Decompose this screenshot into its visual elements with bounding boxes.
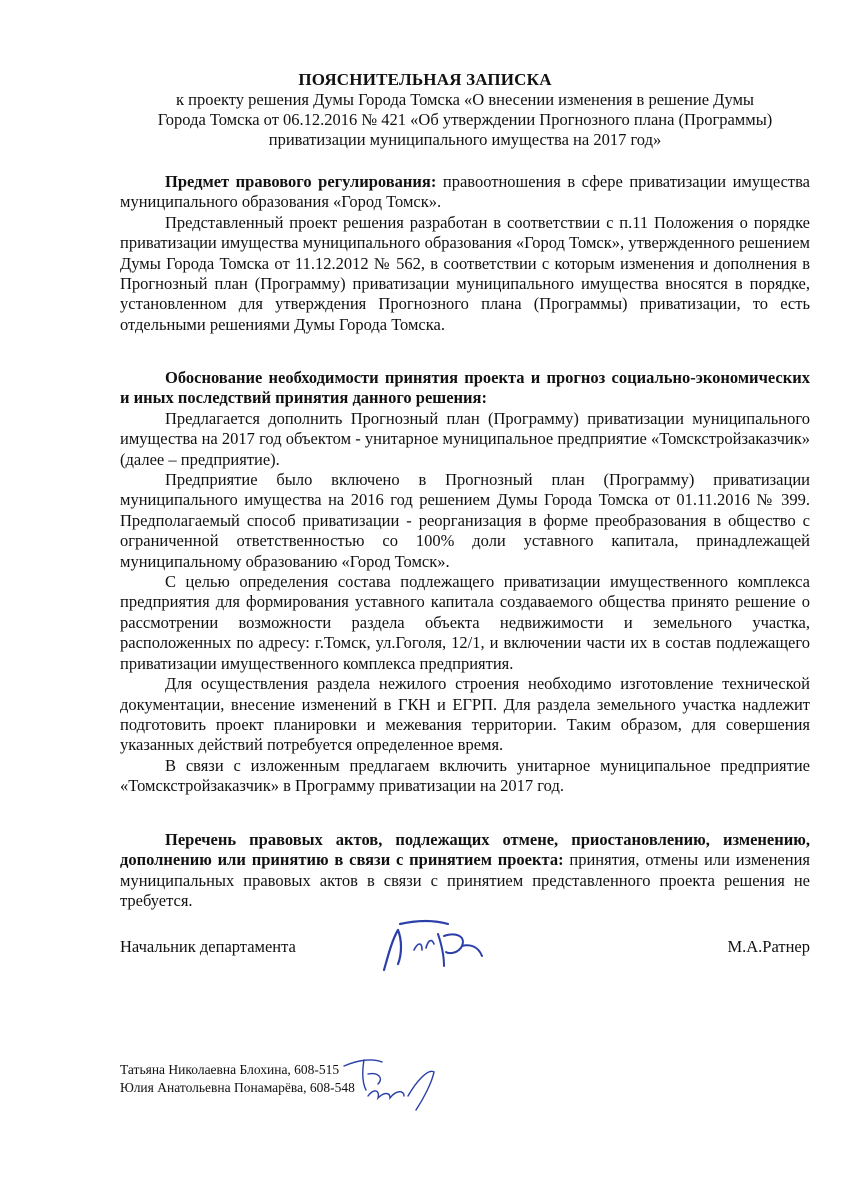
paragraph: Представленный проект решения разработан в соответствии с п.11 Положения о порядке приватизации имущества муниципального образования «Город Томск», утвержденного решением Думы Города Томска от 11.12.2012 № 562, в соответствии с которым изменения и дополнения в Прогнозный план (Программу) приватизации муниципального имущества вносятся в порядке, установленном для утверждения Прогнозного плана (Программы) приватизации, то есть отдельными решениями Думы Города Томска. (120, 212, 810, 334)
contact-line: Татьяна Николаевна Блохина, 608-515 (120, 1062, 340, 1077)
section-heading: Обоснование необходимости принятия проекта и прогноз социально-экономических и иных последствий принятия данного решения: (120, 368, 810, 408)
paragraph: С целью определения состава подлежащего приватизации имущественного комплекса предприятия для формирования уставного капитала создаваемого общества принято решение о рассмотрении возможности раздела объекта недвижимости и земельного участка, расположенных по адресу: г.Томск, ул.Гоголя, 12/1, и включении части их в состав подлежащего приватизации имущественного комплекса предприятия. (120, 572, 810, 673)
subtitle-line: к проекту решения Думы Города Томска «О внесении изменения в решение Думы (176, 90, 754, 109)
section-subject (120, 172, 810, 335)
paragraph: Для осуществления раздела нежилого строения необходимо изготовление технической документации, внесение изменений в ГКН и ЕГРП. Для раздела земельного участка надлежит подготовить проект планировки и межевания территории. Таким образом, для совершения указанных действий потребуется определенное время. (120, 674, 810, 755)
document-subtitle (120, 90, 810, 150)
section-heading-text: правоотношения в сфере приватизации имущества муниципального образования «Город Томск». (120, 172, 810, 212)
section-heading-text: принятия, отмены или изменения муниципальных правовых актов в связи с принятием представленного проекта решения не требуется. (120, 850, 811, 911)
approval-initials (338, 1052, 448, 1112)
signer-position: Начальник департамента (120, 937, 296, 956)
section-justification (120, 368, 810, 797)
signer-name: М.А.Ратнер (727, 937, 810, 956)
contact-line: Юлия Анатольевна Понамарёва, 608-548 (120, 1080, 355, 1095)
section-legal-acts (120, 830, 810, 912)
paragraph: В связи с изложенным предлагаем включить унитарное муниципальное предприятие «Томскстройзаказчик» в Программу приватизации на 2017 год. (120, 755, 810, 796)
paragraph: Предприятие было включено в Прогнозный план (Программу) приватизации муниципального имущества на 2016 год решением Думы Города Томска от 01.11.2016 № 399. Предполагаемый способ приватизации - реорганизация в форме преобразования в общество с ограниченной ответственностью со 100% доли уставного капитала, принадлежащей муниципальному образованию «Город Томск». (120, 470, 810, 571)
contacts-block (120, 1061, 355, 1097)
section-heading: Перечень правовых актов, подлежащих отмене, приостановлению, изменению, дополнению или принятию в связи с принятием проекта: (120, 830, 810, 870)
handwritten-signature (378, 914, 498, 974)
paragraph: Предлагается дополнить Прогнозный план (Программу) приватизации муниципального имущества на 2017 год объектом - унитарное муниципальное предприятие «Томскстройзаказчик» (далее – предприятие). (120, 408, 810, 469)
subtitle-line: Города Томска от 06.12.2016 № 421 «Об утверждении Прогнозного плана (Программы) (157, 110, 773, 129)
paragraph (120, 830, 810, 912)
section-heading: Предмет правового регулирования: (165, 172, 437, 191)
paragraph (120, 172, 810, 213)
subtitle-line: приватизации муниципального имущества на 2017 год» (268, 130, 662, 149)
document-title: ПОЯСНИТЕЛЬНАЯ ЗАПИСКА (298, 70, 552, 89)
